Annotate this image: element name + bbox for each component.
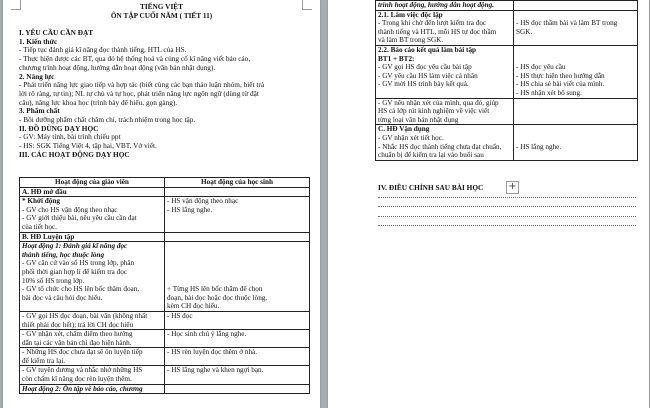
activities-table	[19, 177, 310, 394]
teacher-cell	[20, 197, 165, 232]
table-row	[20, 330, 310, 348]
student-cell	[165, 197, 310, 232]
section-III-heading: III. CÁC HOẠT ĐỘNG DẠY HỌC	[19, 149, 130, 159]
student-cell	[514, 10, 638, 45]
subject-heading: TIẾNG VIỆT	[139, 2, 184, 11]
requirements-section	[19, 29, 309, 160]
cell-line: phối thời gian hợp lí để kiểm tra đọc	[22, 267, 128, 276]
table-row	[20, 384, 310, 394]
student-cell	[514, 98, 638, 125]
section-IV-heading: IV. ĐIỀU CHỈNH SAU BÀI HỌC	[378, 183, 484, 192]
knowledge-heading: 1. Kiến thức	[19, 36, 58, 46]
cell-line: - GV gọi HS đọc yêu cầu bài tập	[378, 63, 472, 72]
cell-line: Hoạt động 2: Ôn tập về báo cáo, chương	[22, 384, 143, 393]
student-cell	[165, 311, 310, 329]
cell-line: của tiết học.	[22, 222, 57, 231]
cell-line: - Nhắc HS đọc thành tiếng chưa đạt chuẩn,	[378, 142, 502, 151]
student-cell	[165, 348, 310, 366]
student-cell	[165, 366, 310, 384]
dotted-line	[378, 197, 636, 198]
cell-line: - Trong khi chờ đến lượt kiểm tra đọc	[378, 19, 487, 28]
cell-line: - HS vận động theo nhạc	[167, 197, 239, 206]
column-header-teacher: Hoạt động của giáo viên	[20, 178, 165, 188]
table-row	[376, 1, 638, 11]
cell-line: 2.1. Làm việc độc lập	[378, 10, 443, 19]
table-row	[20, 311, 310, 329]
table-row	[20, 232, 310, 242]
cell-line: kèm CH đọc hiểu.	[167, 302, 220, 311]
paragraph-line: - HS: SGK Tiếng Việt 4, tập hai, VBT, Vở viết.	[19, 141, 157, 151]
cell-line: - GV nêu nhận xét của mình, qua đó, giúp	[378, 98, 499, 107]
document-page-1	[3, 0, 320, 408]
dotted-line	[378, 206, 636, 207]
cell-line: + Từng HS lên bốc thăm để chọn	[167, 285, 263, 294]
cell-line: * Khởi động	[22, 197, 60, 206]
cell-line	[516, 11, 635, 20]
cell-line: và làm BT trong SGK.	[378, 36, 444, 45]
cell-line: bài đọc và câu hỏi đọc hiểu.	[22, 293, 103, 302]
teacher-cell	[20, 187, 165, 197]
table-row	[20, 366, 310, 384]
cell-line: trình hoạt động, hướng dẫn hoạt động.	[378, 1, 495, 9]
cell-line: - GV yêu cầu HS làm việc cá nhân	[378, 71, 478, 80]
cell-line: HS cả lớp rút kinh nghiệm về việc viết	[378, 107, 490, 116]
teacher-cell	[376, 125, 514, 160]
cell-line	[516, 46, 635, 55]
teacher-cell	[20, 384, 165, 394]
table-row	[376, 10, 638, 45]
section-I-heading: I. YÊU CẦU CẦN ĐẠT	[19, 28, 94, 37]
activities-table-continued	[375, 0, 638, 161]
cell-line: - GV tổ chức cho HS lên bốc thăm đoạn,	[22, 285, 140, 294]
competence-heading: 2. Năng lực	[19, 71, 55, 81]
cell-line: C. HĐ Vận dụng	[378, 125, 430, 134]
cell-line: thành tiếng, học thuộc lòng	[22, 250, 105, 259]
cell-line	[167, 251, 307, 260]
cell-line: còn chấm kĩ năng đọc rèn luyện thêm.	[22, 375, 132, 384]
cell-line: A. HĐ mở đầu	[22, 187, 67, 196]
student-cell	[165, 330, 310, 348]
paragraph-line: - Bồi dưỡng phẩm chất chăm chỉ, trách nhiệm trong học tập.	[19, 115, 196, 125]
dotted-line	[378, 216, 636, 217]
cell-line: đoạn, bài đọc hoặc đọc thuộc lòng,	[167, 293, 268, 302]
quality-heading: 3. Phẩm chất	[19, 106, 60, 116]
cell-line: BT1 + BT2:	[378, 54, 415, 63]
lesson-title: ÔN TẬP CUỐI NĂM ( TIẾT 11)	[110, 11, 213, 20]
student-cell	[514, 125, 638, 160]
paragraph-line: chương trình hoạt động, hướng dẫn hoạt động (văn bản nhật dụng).	[19, 62, 216, 72]
cell-line: - GV cho HS vận động theo nhạc	[22, 205, 118, 214]
cell-line: - HS đọc	[167, 311, 193, 320]
teacher-cell	[20, 330, 165, 348]
paragraph-line: - GV: Máy tính, bài trình chiếu ppt	[19, 132, 121, 142]
cell-line: - GV giới thiệu bài, nêu yêu cầu cần đạt	[22, 214, 137, 223]
paragraph-line: - Thực hiện được các BT, qua đó hệ thống hoá và củng cố kĩ năng viết báo cáo,	[19, 54, 251, 64]
cell-line: - HS lắng nghe và khen ngợi bạn.	[167, 366, 264, 375]
dotted-line	[378, 225, 636, 226]
cell-line: - GV nhận xét, chấm điểm theo hướng	[22, 330, 133, 339]
cell-line	[167, 277, 307, 286]
paragraph-line: câu), năng lực khoa học (trình bày để hiểu, gọn gàng).	[19, 97, 178, 107]
student-cell	[165, 232, 310, 242]
add-row-button[interactable]: +	[506, 181, 519, 194]
paragraph-line: lời rõ ràng, tự tin); NL tự chủ và tự học, phát triển năng lực ngôn ngữ (dùng từ đặt	[19, 88, 259, 98]
cell-line: - GV mời HS trình bày kết quả.	[378, 80, 469, 89]
cell-line	[516, 125, 635, 134]
cell-line: SGK.	[516, 27, 533, 36]
cell-line: - HS đọc yêu cầu	[516, 63, 566, 72]
cell-line: - GV nhận xét tiết học.	[378, 133, 444, 142]
teacher-cell	[376, 10, 514, 45]
table-row	[376, 45, 638, 98]
teacher-cell	[20, 311, 165, 329]
cell-line: từng loại văn bản nhật dụng	[378, 115, 459, 124]
section-II-heading: II. ĐỒ DÙNG DẠY HỌC	[19, 123, 99, 133]
cell-line: thiết phải đọc hết); trả lời CH đọc hiểu	[22, 320, 134, 329]
cell-line: - HS chia sẻ bài viết của mình.	[516, 80, 605, 89]
cell-line: B. HĐ Luyện tập	[22, 232, 75, 241]
cell-line	[516, 134, 635, 143]
cell-line: - HS nhận xét bổ sung.	[516, 88, 582, 97]
table-row	[376, 125, 638, 160]
paragraph-line: - Tiếp tục đánh giá kĩ năng đọc thành tiếng, HTL của HS.	[19, 45, 187, 55]
teacher-cell	[376, 45, 514, 98]
student-cell	[165, 384, 310, 394]
cell-line	[167, 259, 307, 268]
cell-line: - GV tuyên dương và nhắc nhở những HS	[22, 366, 143, 375]
teacher-cell	[20, 366, 165, 384]
table-row	[20, 187, 310, 197]
teacher-cell	[20, 242, 165, 312]
teacher-cell	[20, 348, 165, 366]
cell-line: - Học sinh chú ý lắng nghe.	[167, 330, 247, 339]
teacher-cell	[376, 1, 514, 11]
cell-line: để kiểm tra lại.	[22, 356, 66, 365]
cell-line: - GV gọi HS đọc đoạn, bài văn (không nhất	[22, 311, 148, 320]
cell-line: Hoạt động 1: Đánh giá kĩ năng đọc	[22, 242, 128, 251]
cell-line: - GV căn cứ vào số HS trong lớp, phân	[22, 259, 135, 268]
teacher-cell	[20, 232, 165, 242]
cell-line: - HS rèn luyện đọc thêm ở nhà.	[167, 348, 258, 357]
cell-line: - Những HS đọc chưa đạt sẽ ôn luyện tiếp	[22, 348, 143, 357]
cell-line	[516, 55, 635, 64]
table-row	[20, 197, 310, 232]
student-cell	[514, 45, 638, 98]
cell-line: - HS lắng nghe.	[167, 205, 213, 214]
student-cell	[165, 187, 310, 197]
paragraph-line: - Phát triển năng lực giao tiếp và hợp tác (biết cùng các bạn thảo luận nhóm, biết trả	[19, 80, 265, 90]
cell-line	[167, 242, 307, 251]
column-header-student: Hoạt động của học sinh	[165, 178, 310, 188]
student-cell	[514, 1, 638, 11]
cell-line: 10% số HS trong lớp.	[22, 276, 85, 285]
table-row	[376, 98, 638, 125]
document-page-2	[328, 0, 649, 408]
cell-line: 2.2. Báo cáo kết quả làm bài tập	[378, 45, 477, 54]
cell-line: - HS lắng nghe.	[516, 142, 562, 151]
cell-line: dẫn tại các văn bản chỉ đạo hiện hành.	[22, 338, 132, 347]
cell-line: thành tiếng và HTL, mỗi HS tự đọc thầm	[378, 27, 497, 36]
table-row	[20, 348, 310, 366]
cell-line: - HS đọc thầm bài và làm BT trong	[516, 19, 618, 28]
cell-line	[167, 268, 307, 277]
table-row	[20, 242, 310, 312]
student-cell	[165, 242, 310, 312]
teacher-cell	[376, 98, 514, 125]
table-header-row	[20, 178, 310, 188]
cell-line: chuẩn bị để kiểm tra lại vào buổi sau	[378, 151, 484, 160]
cell-line: - HS thực hiện theo hướng dẫn	[516, 71, 605, 80]
